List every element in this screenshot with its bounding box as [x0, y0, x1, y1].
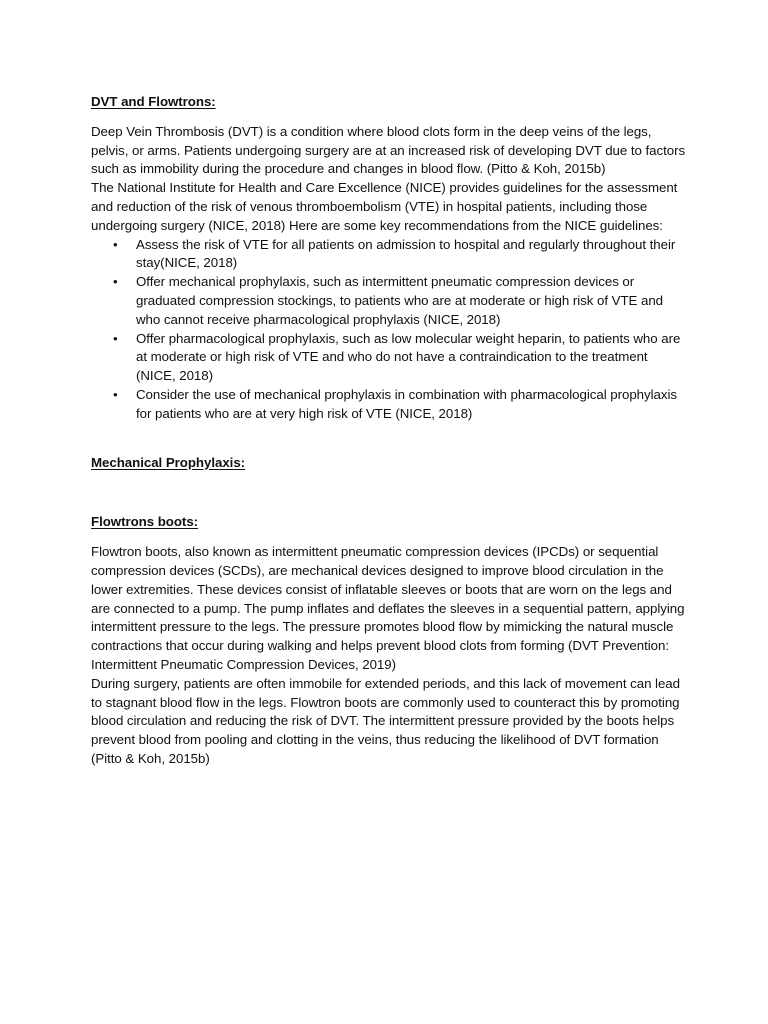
nice-recommendations-list — [91, 236, 687, 424]
list-item — [91, 273, 687, 329]
document-body — [91, 93, 687, 769]
list-item — [91, 330, 687, 386]
heading-dvt-and-flowtrons: DVT and Flowtrons: — [91, 94, 216, 109]
paragraph-surgery-immobility: During surgery, patients are often immobile for extended periods, and this lack of movement can lead to stagnant blood flow in the legs. Flowtron boots are commonly used to counteract this by promoting blood circulation and reducing the risk of DVT. The intermittent pressure provided by the boots helps prevent blood from pooling and clotting in the veins, thus reducing the likelihood of DVT formation (Pitto & Koh, 2015b) — [91, 675, 680, 766]
bullet-icon: • — [113, 274, 118, 290]
list-item — [91, 236, 687, 274]
paragraph-nice-guidelines: The National Institute for Health and Care Excellence (NICE) provides guidelines for the assessment and reduction of the risk of venous thromboembolism (VTE) in hospital patients, including those undergoing surgery (NICE, 2018) Here are some key recommendations from the NICE guidelines: — [91, 180, 678, 233]
list-item — [91, 386, 687, 424]
bullet-icon: • — [113, 386, 118, 402]
list-item-text: Offer pharmacological prophylaxis, such as low molecular weight heparin, to patients who are at moderate or high risk of VTE and who do not have a contraindication to the treatment (NICE, 2018) — [136, 330, 681, 384]
bullet-icon: • — [113, 236, 118, 252]
list-item-text: Consider the use of mechanical prophylaxis in combination with pharmacological prophylaxis for patients who are at very high risk of VTE (NICE, 2018) — [136, 386, 677, 421]
bullet-icon: • — [113, 330, 118, 346]
paragraph-flowtron-boots: Flowtron boots, also known as intermittent pneumatic compression devices (IPCDs) or sequential compression devices (SCDs), are mechanical devices designed to improve blood circulation in the lower extremities. These devices consist of inflatable sleeves or boots that are worn on the legs and are connected to a pump. The pump inflates and deflates the sleeves in a sequential pattern, applying intermittent pressure to the legs. The pressure promotes blood flow by mimicking the natural muscle contractions that occur during walking and helps prevent blood clots from forming (DVT Prevention: Intermittent Pneumatic Compression Devices, 2019) — [91, 544, 685, 672]
heading-flowtrons-boots: Flowtrons boots: — [91, 514, 199, 530]
paragraph-dvt-definition: Deep Vein Thrombosis (DVT) is a condition where blood clots form in the deep veins of the legs, pelvis, or arms. Patients undergoing surgery are at an increased risk of developing DVT due to factors such as immobility during the procedure and changes in blood flow. (Pitto & Koh, 2015b) — [91, 123, 686, 177]
list-item-text: Assess the risk of VTE for all patients on admission to hospital and regularly throughout their stay(NICE, 2018) — [136, 236, 676, 271]
heading-mechanical-prophylaxis: Mechanical Prophylaxis: — [91, 454, 246, 470]
list-item-text: Offer mechanical prophylaxis, such as intermittent pneumatic compression devices or graduated compression stockings, to patients who are at moderate or high risk of VTE and who cannot receive pharmacological prophylaxis (NICE, 2018) — [136, 274, 664, 327]
